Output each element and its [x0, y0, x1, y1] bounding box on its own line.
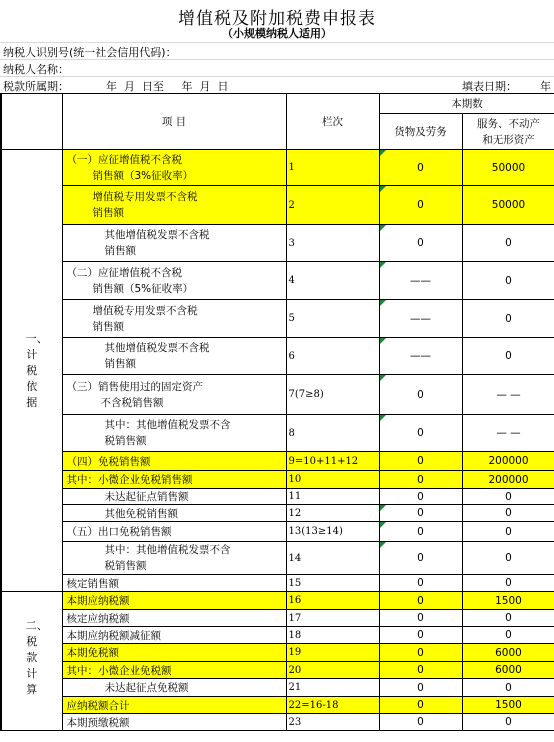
item-cell — [62, 679, 286, 697]
line-number-cell: 5 — [286, 300, 379, 338]
cell-indicator-icon — [380, 150, 386, 156]
goods-value-cell[interactable]: 0 — [379, 415, 462, 452]
goods-value-cell[interactable]: 0 — [379, 186, 462, 225]
item-cell — [62, 225, 286, 262]
line-number-cell: 10 — [286, 471, 379, 489]
item-cell — [62, 262, 286, 300]
column-header-current-period: 本期数 — [379, 94, 554, 114]
goods-value-cell[interactable]: 0 — [379, 644, 462, 662]
cell-indicator-icon — [380, 186, 386, 192]
goods-value-cell[interactable]: 0 — [379, 489, 462, 505]
goods-value-cell[interactable]: —— — [379, 300, 462, 338]
item-label-line1: 其他增值税发票不含税 — [104, 342, 210, 354]
table-row — [1, 644, 554, 662]
item-cell — [62, 505, 286, 522]
table-row — [1, 697, 554, 714]
goods-value-cell[interactable]: —— — [379, 338, 462, 375]
line-number-cell: 4 — [286, 262, 379, 300]
table-row — [1, 575, 554, 592]
item-cell — [62, 627, 286, 644]
goods-value-cell[interactable]: 0 — [379, 150, 462, 186]
line-number-cell: 12 — [286, 505, 379, 522]
item-cell — [62, 471, 286, 489]
line-number-cell: 16 — [286, 592, 379, 610]
section-label-basis-text: 一、计税依据 — [25, 331, 48, 409]
goods-value-cell[interactable]: 0 — [379, 522, 462, 542]
table-row — [1, 186, 554, 225]
line-number-cell: 3 — [286, 225, 379, 262]
section-label-basis — [1, 150, 62, 592]
item-label-line2: 税销售额 — [104, 435, 147, 447]
table-row — [1, 679, 554, 697]
item-label: （四）免税销售额 — [66, 455, 151, 468]
item-cell — [62, 542, 286, 575]
goods-value-cell[interactable]: 0 — [379, 627, 462, 644]
table-row — [1, 300, 554, 338]
cell-indicator-icon — [380, 505, 386, 511]
line-number-cell: 8 — [286, 415, 379, 452]
goods-value-cell[interactable]: 0 — [379, 697, 462, 714]
line-number-cell: 9=10+11+12 — [286, 452, 379, 471]
services-value-cell[interactable]: 0 — [462, 225, 554, 262]
line-number-cell: 15 — [286, 575, 379, 592]
line-number-cell: 17 — [286, 610, 379, 627]
goods-value-cell[interactable]: 0 — [379, 375, 462, 415]
goods-value-cell[interactable]: 0 — [379, 679, 462, 697]
line-number-cell: 14 — [286, 542, 379, 575]
services-value-cell[interactable]: 200000 — [462, 471, 554, 489]
item-label-line1: 增值税专用发票不含税 — [92, 191, 198, 203]
line-number-cell: 22=16-18 — [286, 697, 379, 714]
fill-date-value: 年 — [540, 80, 551, 93]
services-value-cell[interactable]: 0 — [462, 522, 554, 542]
services-value-cell[interactable]: — — — [462, 375, 554, 415]
item-cell — [62, 697, 286, 714]
item-label-line2: 销售额 — [104, 245, 136, 257]
table-row — [1, 489, 554, 505]
line-number-cell: 2 — [286, 186, 379, 225]
item-label-line1: （一）应征增值税不含税 — [66, 153, 182, 166]
taxpayer-id-label: 纳税人识别号(统一社会信用代码)： — [3, 46, 177, 59]
goods-value-cell[interactable]: 0 — [379, 542, 462, 575]
goods-value-cell[interactable]: 0 — [379, 592, 462, 610]
services-value-cell[interactable]: 0 — [462, 610, 554, 627]
fill-date-label: 填表日期： — [462, 80, 517, 93]
item-label-line2: 销售额 — [92, 320, 124, 333]
form-title: 增值税及附加税费申报表 — [178, 9, 376, 29]
table-row — [1, 262, 554, 300]
item-cell — [62, 592, 286, 610]
taxpayer-name-label: 纳税人名称： — [3, 63, 69, 76]
line-number-cell: 18 — [286, 627, 379, 644]
services-value-cell[interactable]: 0 — [462, 575, 554, 592]
column-header-services-line1: 服务、不动产 — [477, 117, 540, 130]
services-value-cell[interactable]: 50000 — [462, 186, 554, 225]
item-cell — [62, 644, 286, 662]
services-value-cell[interactable]: 1500 — [462, 592, 554, 610]
item-label: 未达起征点销售额 — [104, 491, 189, 503]
item-label-line1: （二）应征增值税不含税 — [66, 266, 182, 279]
table-row — [1, 610, 554, 627]
services-value-cell[interactable]: 0 — [462, 679, 554, 697]
item-cell — [62, 150, 286, 186]
line-number-cell: 20 — [286, 662, 379, 679]
table-row — [1, 522, 554, 542]
table-row — [1, 471, 554, 489]
item-label-line1: （三）销售使用过的固定资产 — [66, 380, 203, 393]
cell-indicator-icon — [380, 415, 386, 421]
line-number-cell: 21 — [286, 679, 379, 697]
column-header-item: 项 目 — [62, 94, 286, 150]
cell-indicator-icon — [380, 375, 386, 381]
item-label: 核定销售额 — [66, 577, 119, 590]
table-row — [1, 452, 554, 471]
table-row — [1, 375, 554, 415]
table-row — [1, 225, 554, 262]
services-value-cell[interactable]: 1500 — [462, 697, 554, 714]
item-cell — [62, 575, 286, 592]
services-value-cell[interactable]: 0 — [462, 505, 554, 522]
services-value-cell[interactable]: 0 — [462, 262, 554, 300]
services-value-cell[interactable]: 0 — [462, 542, 554, 575]
item-label-line2: 销售额（3%征收率） — [92, 169, 194, 182]
tax-period-label: 税款所属期： — [3, 80, 69, 93]
services-value-cell[interactable]: 0 — [462, 489, 554, 505]
goods-value-cell[interactable]: 0 — [379, 662, 462, 679]
line-number-cell: 7(7≥8) — [286, 375, 379, 415]
cell-indicator-icon — [380, 262, 386, 268]
goods-value-cell[interactable]: 0 — [379, 575, 462, 592]
item-label: 本期预缴税额 — [66, 716, 130, 729]
table-row — [1, 415, 554, 452]
services-value-cell[interactable]: 0 — [462, 338, 554, 375]
table-row — [1, 542, 554, 575]
column-header-services-line2: 和无形资产 — [482, 133, 535, 146]
item-label-line2: 销售额 — [92, 207, 124, 219]
tax-period-value: 年 月 日至 年 月 日 — [106, 80, 229, 93]
goods-value-cell[interactable]: 0 — [379, 610, 462, 627]
table-row — [1, 714, 554, 731]
item-label: 其中：小微企业免税销售额 — [66, 474, 193, 486]
item-cell — [62, 489, 286, 505]
line-number-cell: 11 — [286, 489, 379, 505]
declaration-table — [0, 93, 554, 731]
cell-indicator-icon — [380, 225, 386, 231]
item-cell — [62, 415, 286, 452]
column-header-line: 栏次 — [286, 94, 379, 150]
goods-value-cell[interactable]: 0 — [379, 471, 462, 489]
goods-value-cell[interactable]: 0 — [379, 714, 462, 731]
item-cell — [62, 452, 286, 471]
table-row — [1, 505, 554, 522]
header-blank-cell — [1, 94, 62, 150]
header-row — [1, 94, 554, 114]
item-label: 其他免税销售额 — [104, 507, 178, 520]
services-value-cell[interactable]: — — — [462, 415, 554, 452]
item-cell — [62, 662, 286, 679]
line-number-cell: 6 — [286, 338, 379, 375]
line-number-cell: 1 — [286, 150, 379, 186]
table-row — [1, 338, 554, 375]
cell-indicator-icon — [380, 542, 386, 548]
form-subtitle: （小规模纳税人适用） — [222, 27, 332, 40]
line-number-cell: 13(13≥14) — [286, 522, 379, 542]
item-cell — [62, 186, 286, 225]
item-label: 应纳税额合计 — [66, 699, 130, 712]
item-label-line1: 其中：其他增值税发票不含 — [104, 544, 231, 556]
services-value-cell[interactable]: 6000 — [462, 644, 554, 662]
services-value-cell[interactable]: 0 — [462, 714, 554, 731]
item-cell — [62, 714, 286, 731]
item-cell — [62, 338, 286, 375]
item-label-line2: 销售额（5%征收率） — [92, 282, 194, 295]
cell-indicator-icon — [380, 338, 386, 344]
item-cell — [62, 300, 286, 338]
item-label-line1: 其他增值税发票不含税 — [104, 229, 210, 241]
item-label-line2: 销售额 — [104, 358, 136, 370]
section-label-calc-text: 二、税款计算 — [25, 619, 48, 696]
table-row — [1, 150, 554, 186]
goods-value-cell[interactable]: 0 — [379, 452, 462, 471]
services-value-cell[interactable]: 50000 — [462, 150, 554, 186]
goods-value-cell[interactable]: 0 — [379, 225, 462, 262]
table-row — [1, 662, 554, 679]
table-row — [1, 592, 554, 610]
table-row — [1, 627, 554, 644]
item-label: 本期应纳税额 — [66, 595, 130, 607]
item-label: 核定应纳税额 — [66, 612, 130, 625]
services-value-cell[interactable]: 0 — [462, 300, 554, 338]
goods-value-cell[interactable]: —— — [379, 262, 462, 300]
services-value-cell[interactable]: 200000 — [462, 452, 554, 471]
item-label: 其中：小微企业免税额 — [66, 664, 172, 677]
section-label-calc — [1, 592, 62, 731]
item-label-line1: 其中：其他增值税发票不含 — [104, 419, 231, 431]
item-cell — [62, 375, 286, 415]
line-number-cell: 19 — [286, 644, 379, 662]
item-label: （五）出口免税销售额 — [66, 526, 172, 538]
cell-indicator-icon — [380, 300, 386, 306]
services-value-cell[interactable]: 0 — [462, 627, 554, 644]
column-header-goods: 货物及劳务 — [379, 114, 462, 150]
item-label-line2: 税销售额 — [104, 560, 147, 572]
item-label-line1: 增值税专用发票不含税 — [92, 304, 198, 317]
line-number-cell: 23 — [286, 714, 379, 731]
item-label: 本期应纳税额减征额 — [66, 629, 161, 642]
item-label: 本期免税额 — [66, 647, 119, 659]
goods-value-cell[interactable]: 0 — [379, 505, 462, 522]
services-value-cell[interactable]: 6000 — [462, 662, 554, 679]
item-label-line2: 不含税销售额 — [100, 396, 164, 409]
cell-indicator-icon — [380, 522, 386, 528]
item-cell — [62, 522, 286, 542]
item-label: 未达起征点免税额 — [104, 682, 189, 694]
column-header-services — [462, 114, 554, 150]
item-cell — [62, 610, 286, 627]
